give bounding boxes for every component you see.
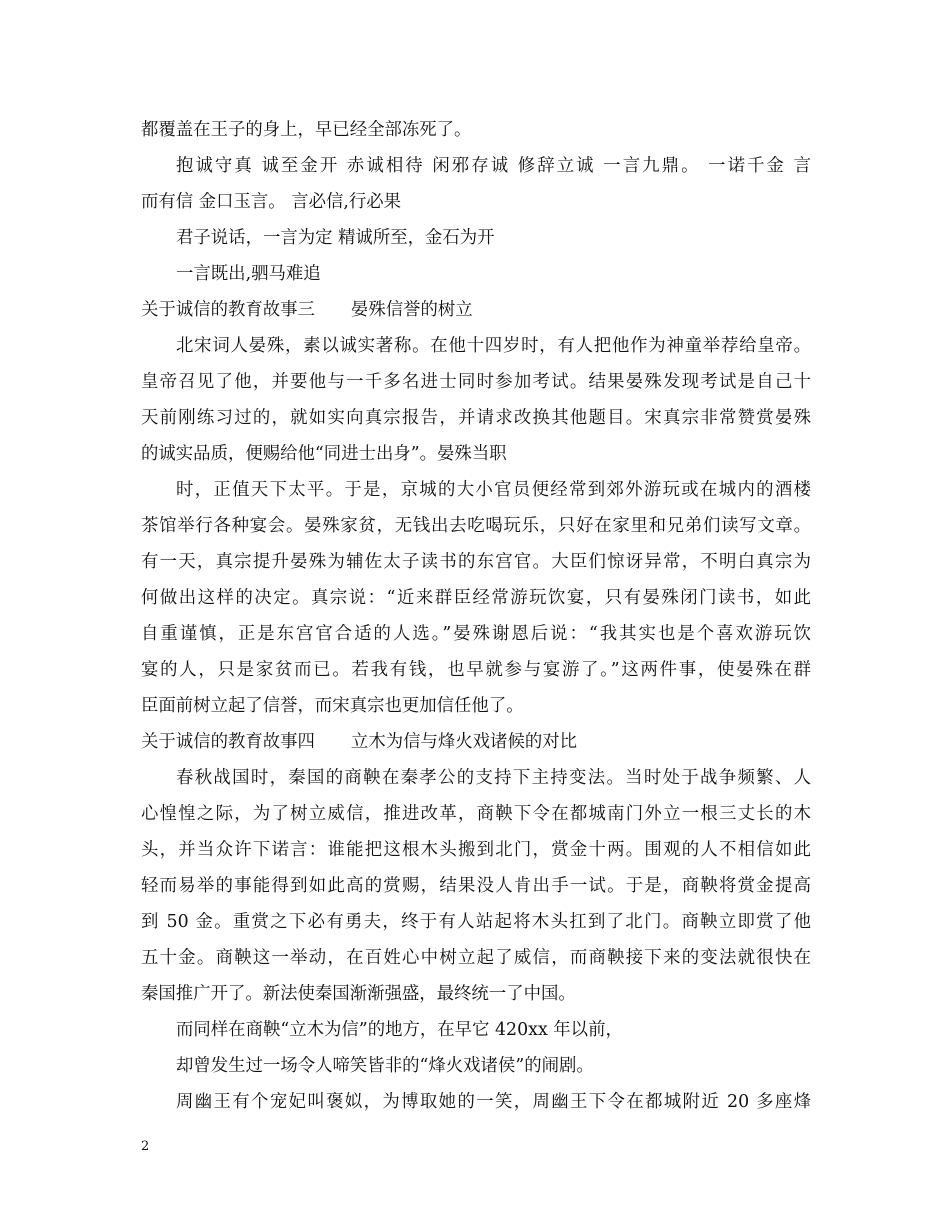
- text-line: 臣面前树立起了信誉，而宋真宗也更加信任他了。: [141, 696, 524, 716]
- text-line: 北宋词人晏殊，素以诚实著称。在他十四岁时，有人把他作为神童举荐给皇帝。: [176, 336, 811, 356]
- text-line: 到 50 金。重赏之下必有勇夫，终于有人站起将木头扛到了北门。商鞅立即赏了他: [141, 912, 811, 932]
- text-line: 皇帝召见了他，并要他与一千多名进士同时参加考试。结果晏殊发现考试是自己十: [141, 372, 811, 392]
- text-line: 一言既出,驷马难追: [176, 264, 321, 284]
- text-line: 宴的人，只是家贫而已。若我有钱，也早就参与宴游了。”这两件事，使晏殊在群: [141, 660, 811, 680]
- text-line: 心惶惶之际，为了树立威信，推进改革，商鞅下令在都城南门外立一根三丈长的木: [141, 804, 811, 824]
- intro-section: [141, 112, 811, 292]
- text-line: 茶馆举行各种宴会。晏殊家贫，无钱出去吃喝玩乐，只好在家里和兄弟们读写文章。: [141, 516, 811, 536]
- page-number: 2: [141, 1139, 150, 1154]
- heading-title: 关于诚信的教育故事四: [141, 732, 315, 752]
- text-line: 的诚实品质，便赐给他“同进士出身”。晏殊当职: [141, 444, 507, 464]
- section-heading-story3: [141, 292, 811, 328]
- text-line: 抱诚守真 诚至金开 赤诚相待 闲邪存诚 修辞立诚 一言九鼎。 一诺千金 言: [176, 156, 811, 176]
- text-line: 天前刚练习过的，就如实向真宗报告，并请求改换其他题目。宋真宗非常赞赏晏殊: [141, 408, 811, 428]
- text-line: 却曾发生过一场令人啼笑皆非的“烽火戏诸侯”的闹剧。: [176, 1056, 594, 1076]
- heading-subtitle: 立木为信与烽火戏诸候的对比: [350, 732, 578, 752]
- text-line: 时，正值天下太平。于是，京城的大小官员便经常到郊外游玩或在城内的酒楼: [176, 480, 811, 500]
- text-line: 而有信 金口玉言。 言必信,行必果: [141, 192, 402, 212]
- text-line: 秦国推广开了。新法使秦国渐渐强盛，最终统一了中国。: [141, 984, 576, 1004]
- heading-subtitle: 晏殊信誉的树立: [350, 300, 473, 320]
- document-body: [141, 112, 811, 1120]
- text-line: 有一天，真宗提升晏殊为辅佐太子读书的东宫官。大臣们惊讶异常，不明白真宗为: [141, 552, 811, 572]
- section-heading-story4: [141, 724, 811, 760]
- text-line: 自重谨慎，正是东宫官合适的人选。”晏殊谢恩后说：“我其实也是个喜欢游玩饮: [141, 624, 811, 644]
- text-line: 头，并当众许下诺言：谁能把这根木头搬到北门，赏金十两。围观的人不相信如此: [141, 840, 811, 860]
- text-line: 五十金。商鞅这一举动，在百姓心中树立起了威信，而商鞅接下来的变法就很快在: [141, 948, 811, 968]
- story3-section: [141, 328, 811, 724]
- text-line: 君子说话，一言为定 精诚所至，金石为开: [176, 228, 495, 248]
- text-line: 何做出这样的决定。真宗说：“近来群臣经常游玩饮宴，只有晏殊闭门读书，如此: [141, 588, 811, 608]
- text-line: 周幽王有个宠妃叫褒姒，为博取她的一笑，周幽王下令在都城附近 20 多座烽: [176, 1092, 811, 1112]
- heading-title: 关于诚信的教育故事三: [141, 300, 315, 320]
- text-line: 都覆盖在王子的身上，早已经全部冻死了。: [141, 120, 472, 140]
- text-line: 春秋战国时，秦国的商鞅在秦孝公的支持下主持变法。当时处于战争频繁、人: [176, 768, 811, 788]
- story4-section: [141, 760, 811, 1120]
- text-line: 而同样在商鞅“立木为信”的地方，在早它 420xx 年以前，: [176, 1020, 623, 1040]
- text-line: 轻而易举的事能得到如此高的赏赐，结果没人肯出手一试。于是，商鞅将赏金提高: [141, 876, 811, 896]
